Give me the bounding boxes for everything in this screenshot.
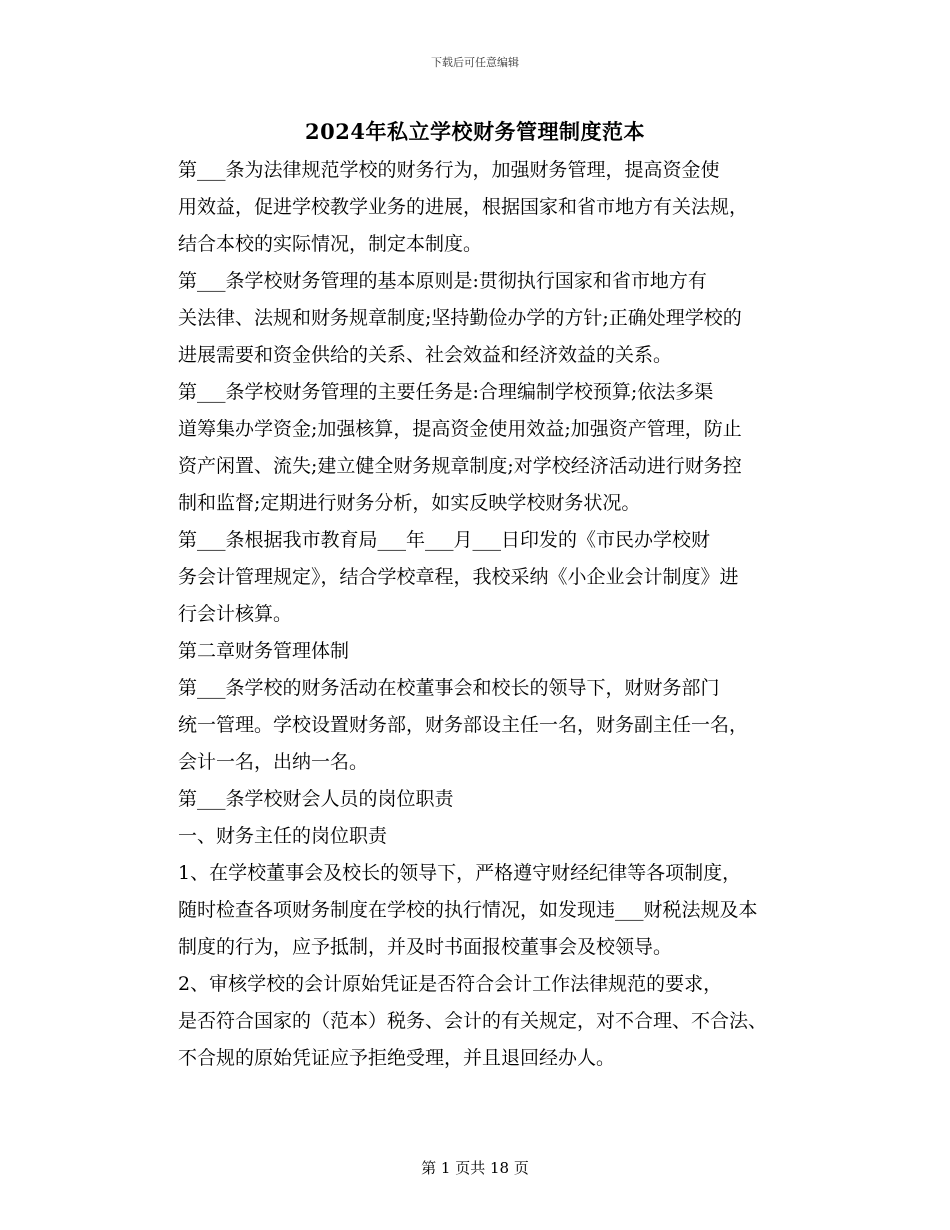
paragraph-line: 第___条学校财务管理的主要任务是:合理编制学校预算;依法多渠 bbox=[178, 381, 714, 403]
paragraph-line: 行会计核算。 bbox=[178, 603, 293, 625]
paragraph-line: 第___条学校的财务活动在校董事会和校长的领导下，财财务部门 bbox=[178, 677, 720, 699]
paragraph-line: 统一管理。学校设置财务部，财务部设主任一名，财务副主任一名， bbox=[178, 714, 749, 736]
paragraph bbox=[140, 670, 815, 781]
paragraph-line: 会计一名，出纳一名。 bbox=[178, 751, 369, 773]
paragraph-line: 是否符合国家的（范本）税务、会计的有关规定，对不合理、不合法、 bbox=[178, 1010, 768, 1032]
paragraph bbox=[140, 263, 815, 374]
paragraph-line: 道筹集办学资金;加强核算，提高资金使用效益;加强资产管理，防止 bbox=[178, 418, 742, 440]
paragraph-line: 关法律、法规和财务规章制度;坚持勤俭办学的方针;正确处理学校的 bbox=[178, 307, 742, 329]
paragraph-line: 2、审核学校的会计原始凭证是否符合会计工作法律规范的要求， bbox=[178, 973, 723, 995]
paragraph-line: 进展需要和资金供给的关系、社会效益和经济效益的关系。 bbox=[178, 344, 673, 366]
document-body bbox=[140, 152, 815, 1077]
paragraph bbox=[140, 855, 815, 966]
paragraph-line: 第___条学校财务管理的基本原则是:贯彻执行国家和省市地方有 bbox=[178, 270, 707, 292]
page-footer: 第 1 页共 18 页 bbox=[421, 1159, 529, 1177]
paragraph-line: 第___条学校财会人员的岗位职责 bbox=[178, 788, 454, 810]
paragraph bbox=[140, 633, 815, 670]
paragraph-line: 务会计管理规定》，结合学校章程，我校采纳《小企业会计制度》进 bbox=[178, 566, 739, 588]
paragraph-line: 1、在学校董事会及校长的领导下，严格遵守财经纪律等各项制度， bbox=[178, 862, 742, 884]
paragraph bbox=[140, 522, 815, 633]
paragraph-line: 第二章财务管理体制 bbox=[178, 640, 350, 662]
paragraph bbox=[140, 374, 815, 522]
paragraph bbox=[140, 781, 815, 818]
document-title: 2024年私立学校财务管理制度范本 bbox=[305, 119, 645, 144]
paragraph-line: 第___条为法律规范学校的财务行为，加强财务管理，提高资金使 bbox=[178, 159, 720, 181]
paragraph-line: 一、财务主任的岗位职责 bbox=[178, 825, 388, 847]
paragraph bbox=[140, 818, 815, 855]
paragraph-line: 第___条根据我市教育局___年___月___日印发的《市民办学校财 bbox=[178, 529, 711, 551]
paragraph-line: 用效益，促进学校教学业务的进展，根据国家和省市地方有关法规， bbox=[178, 196, 749, 218]
paragraph-line: 结合本校的实际情况，制定本制度。 bbox=[178, 233, 483, 255]
paragraph-line: 随时检查各项财务制度在学校的执行情况，如发现违___财税法规及本 bbox=[178, 899, 758, 921]
paragraph bbox=[140, 966, 815, 1077]
paragraph bbox=[140, 152, 815, 263]
paragraph-line: 制和监督;定期进行财务分析，如实反映学校财务状况。 bbox=[178, 492, 641, 514]
paragraph-line: 不合规的原始凭证应予拒绝受理，并且退回经办人。 bbox=[178, 1047, 616, 1069]
paragraph-line: 制度的行为，应予抵制，并及时书面报校董事会及校领导。 bbox=[178, 936, 673, 958]
paragraph-line: 资产闲置、流失;建立健全财务规章制度;对学校经济活动进行财务控 bbox=[178, 455, 742, 477]
header-note: 下载后可任意编辑 bbox=[431, 56, 519, 69]
